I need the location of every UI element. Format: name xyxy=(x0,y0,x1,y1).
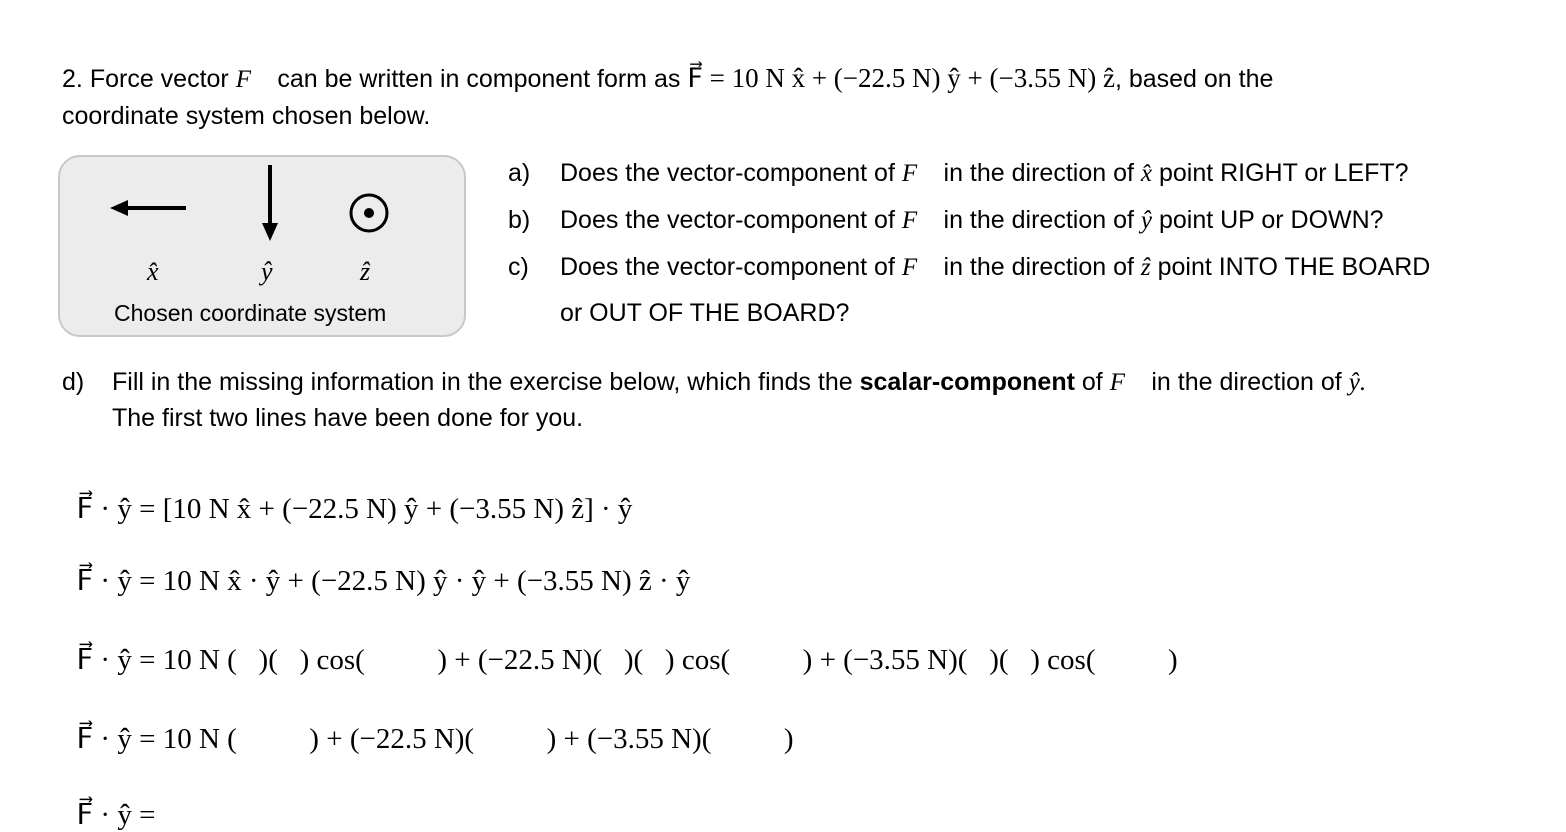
unit-vector-symbol: ẑ xyxy=(1140,254,1151,281)
question-text-pre: Does the vector-component of xyxy=(560,159,895,187)
intro-text-2: can be written in component form as xyxy=(277,65,681,93)
intro-equation: = 10 N x̂ + (−22.5 N) ŷ + (−3.55 N) ẑ xyxy=(702,63,1115,93)
part-d-text-mid: of xyxy=(1081,368,1103,396)
problem-number: 2. xyxy=(62,65,83,93)
force-vector-symbol: F⃗ xyxy=(901,254,937,281)
part-d-text-post: in the direction of xyxy=(1151,368,1342,396)
part-d-text-pre: Fill in the missing information in the exercise below, which finds the xyxy=(112,368,853,396)
x-hat-label: x̂ xyxy=(147,257,159,286)
equation-lhs: F⃗ · ŷ = xyxy=(76,723,163,755)
equation-rhs-fill-in: 10 N ( )( ) cos( ) + (−22.5 N)( )( ) cos( ) + (−3.55 N)( )( ) cos( ) xyxy=(162,644,1178,676)
problem-statement-line-2: coordinate system chosen below. xyxy=(62,102,431,130)
equation-rhs: 10 N x̂ · ŷ + (−22.5 N) ŷ · ŷ + (−3.55 N) ẑ · ŷ xyxy=(162,565,691,597)
question-text-mid: in the direction of xyxy=(943,206,1134,234)
force-vector-symbol: F⃗ xyxy=(235,66,271,93)
intro-vector-symbol: F⃗ xyxy=(687,63,703,93)
question-text-pre: Does the vector-component of xyxy=(560,206,895,234)
question-c-line-2: or OUT OF THE BOARD? xyxy=(560,299,850,327)
equation-lhs: F⃗ · ŷ = xyxy=(76,493,163,525)
question-b xyxy=(508,206,1384,235)
question-a xyxy=(508,159,1409,188)
question-text-mid: in the direction of xyxy=(943,159,1134,187)
force-vector-symbol: F⃗ xyxy=(901,207,937,234)
question-text-mid: in the direction of xyxy=(943,253,1134,281)
z-hat-label: ẑ xyxy=(360,257,371,286)
problem-statement-line-1 xyxy=(62,60,1273,98)
question-text-post: point UP or DOWN? xyxy=(1158,206,1384,234)
force-vector-symbol: F⃗ xyxy=(1109,369,1145,396)
question-letter: a) xyxy=(508,159,531,187)
intro-text-3: , based on the xyxy=(1114,65,1274,93)
question-letter: c) xyxy=(508,253,529,281)
coordinate-caption: Chosen coordinate system xyxy=(114,300,387,326)
equation-line-1 xyxy=(62,458,632,526)
question-c xyxy=(508,253,1430,282)
part-d-line-2: The first two lines have been done for you. xyxy=(112,404,584,432)
y-hat-label: ŷ xyxy=(261,257,273,286)
arrow-down-icon xyxy=(262,165,278,241)
equation-rhs-fill-in: 10 N ( ) + (−22.5 N)( ) + (−3.55 N)( ) xyxy=(162,723,794,755)
question-letter: b) xyxy=(508,206,531,234)
equation-line-4 xyxy=(62,688,794,756)
coordinate-system-box xyxy=(58,155,466,337)
out-of-page-icon xyxy=(351,195,387,231)
intro-text-1: Force vector xyxy=(89,65,229,93)
equation-rhs: [10 N x̂ + (−22.5 N) ŷ + (−3.55 N) ẑ] · ŷ xyxy=(162,493,633,525)
question-text-pre: Does the vector-component of xyxy=(560,253,895,281)
unit-vector-symbol: x̂ xyxy=(1140,160,1152,187)
equation-lhs: F⃗ · ŷ = xyxy=(76,799,163,831)
force-vector-symbol: F⃗ xyxy=(901,160,937,187)
equation-line-5 xyxy=(62,764,163,832)
part-d-letter: d) xyxy=(62,368,85,396)
equation-line-2 xyxy=(62,530,690,598)
unit-vector-symbol: ŷ. xyxy=(1348,369,1367,396)
arrow-left-icon xyxy=(110,200,186,216)
question-text-post: point RIGHT or LEFT? xyxy=(1158,159,1409,187)
part-d-bold-term: scalar-component xyxy=(859,368,1075,396)
equation-lhs: F⃗ · ŷ = xyxy=(76,644,163,676)
equation-line-3 xyxy=(62,609,1178,677)
unit-vector-symbol: ŷ xyxy=(1140,207,1152,234)
question-text-post: point INTO THE BOARD xyxy=(1157,253,1431,281)
equation-lhs: F⃗ · ŷ = xyxy=(76,565,163,597)
part-d-instructions xyxy=(62,368,1366,397)
